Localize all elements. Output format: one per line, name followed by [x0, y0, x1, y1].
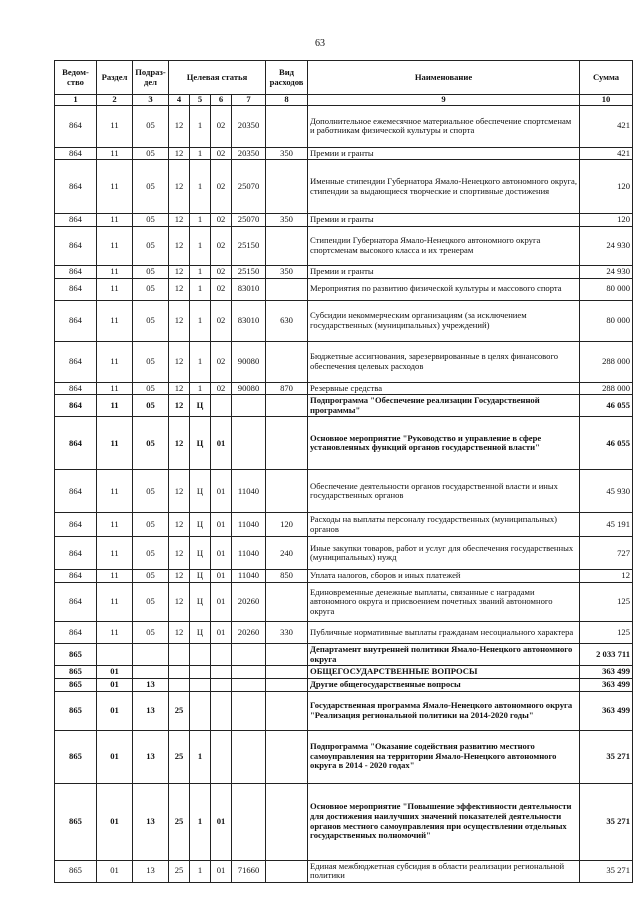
cell-name: Именные стипендии Губернатора Ямало-Ненецкого автономного округа, стипендии за выдающиеся творческие и спортивные достижения [308, 160, 580, 214]
budget-table [54, 60, 633, 883]
cell-name: Основное мероприятие "Руководство и управление в сфере установленных функций органов государственной власти" [308, 417, 580, 470]
cell-summa: 727 [580, 537, 633, 570]
cell-cs3: 01 [211, 860, 232, 882]
cell-cs4: 11040 [232, 470, 266, 513]
table-row [55, 105, 633, 147]
cell-cs1: 12 [169, 278, 190, 300]
table-row [55, 147, 633, 160]
cell-summa: 288 000 [580, 341, 633, 382]
cell-name: Основное мероприятие "Повышение эффективности деятельности для достижения наилучших значений показателей деятельности органов местного самоуправления при осуществлении отдельных государственных полномочий" [308, 783, 580, 860]
cell-cs4: 11040 [232, 513, 266, 537]
cell-summa: 120 [580, 160, 633, 214]
cell-cs3: 01 [211, 583, 232, 622]
cell-name: Уплата налогов, сборов и иных платежей [308, 570, 580, 583]
table-row [55, 417, 633, 470]
cell-cs4 [232, 395, 266, 417]
cell-ved: 864 [55, 147, 97, 160]
cell-cs1: 12 [169, 570, 190, 583]
cell-cs2: 1 [190, 382, 211, 395]
cell-cs2 [190, 678, 211, 691]
cell-cs2: 1 [190, 160, 211, 214]
cell-razdel [97, 644, 133, 666]
cell-cs1: 12 [169, 160, 190, 214]
cell-podrazdel: 05 [133, 214, 169, 227]
cell-razdel: 11 [97, 395, 133, 417]
cell-podrazdel: 05 [133, 395, 169, 417]
cell-cs4: 20260 [232, 583, 266, 622]
cell-cs1: 12 [169, 265, 190, 278]
cell-cs1: 12 [169, 341, 190, 382]
cell-cs3: 02 [211, 382, 232, 395]
cell-ved: 864 [55, 278, 97, 300]
cell-razdel: 01 [97, 666, 133, 679]
cell-summa: 35 271 [580, 730, 633, 783]
cell-cs2: 1 [190, 105, 211, 147]
cell-ved: 864 [55, 395, 97, 417]
cell-razdel: 11 [97, 300, 133, 341]
cell-ved: 865 [55, 691, 97, 730]
cell-podrazdel: 05 [133, 622, 169, 644]
cell-cs3: 02 [211, 278, 232, 300]
cell-podrazdel: 13 [133, 678, 169, 691]
cell-cs1: 12 [169, 470, 190, 513]
table-row [55, 341, 633, 382]
cell-podrazdel: 05 [133, 160, 169, 214]
cell-name: Единовременные денежные выплаты, связанные с наградами автономного округа и присвоением почетных званий автономного округа [308, 583, 580, 622]
cell-vid: 870 [266, 382, 308, 395]
cell-name: ОБЩЕГОСУДАРСТВЕННЫЕ ВОПРОСЫ [308, 666, 580, 679]
cell-summa: 46 055 [580, 395, 633, 417]
cell-cs3: 02 [211, 226, 232, 265]
cell-cs2: 1 [190, 147, 211, 160]
col-num: 9 [308, 95, 580, 106]
cell-cs2: 1 [190, 226, 211, 265]
cell-cs2 [190, 644, 211, 666]
cell-razdel: 11 [97, 583, 133, 622]
cell-name: Государственная программа Ямало-Ненецкого автономного округа "Реализация региональной политики на 2014-2020 годы" [308, 691, 580, 730]
cell-podrazdel [133, 666, 169, 679]
cell-cs4: 20260 [232, 622, 266, 644]
cell-cs1: 25 [169, 691, 190, 730]
table-row [55, 783, 633, 860]
header-razdel: Раздел [97, 61, 133, 95]
cell-podrazdel: 13 [133, 860, 169, 882]
table-row [55, 730, 633, 783]
cell-summa: 80 000 [580, 300, 633, 341]
cell-cs2: 1 [190, 783, 211, 860]
cell-podrazdel: 05 [133, 470, 169, 513]
cell-name: Подпрограмма "Обеспечение реализации Государственной программы" [308, 395, 580, 417]
cell-ved: 864 [55, 570, 97, 583]
cell-vid [266, 678, 308, 691]
cell-vid: 350 [266, 265, 308, 278]
cell-cs4: 11040 [232, 537, 266, 570]
cell-name: Обеспечение деятельности органов государственной власти и иных государственных органов [308, 470, 580, 513]
table-row [55, 214, 633, 227]
cell-cs4 [232, 644, 266, 666]
cell-cs4: 83010 [232, 300, 266, 341]
table-row [55, 513, 633, 537]
cell-podrazdel: 05 [133, 382, 169, 395]
cell-vid [266, 341, 308, 382]
cell-cs2: Ц [190, 513, 211, 537]
cell-vid: 120 [266, 513, 308, 537]
cell-cs3 [211, 666, 232, 679]
cell-cs1: 12 [169, 583, 190, 622]
cell-razdel: 11 [97, 341, 133, 382]
cell-cs2: 1 [190, 214, 211, 227]
cell-vid: 850 [266, 570, 308, 583]
cell-vid [266, 730, 308, 783]
cell-vid: 350 [266, 147, 308, 160]
cell-cs4 [232, 417, 266, 470]
cell-cs3: 01 [211, 537, 232, 570]
cell-summa: 120 [580, 214, 633, 227]
cell-cs1: 25 [169, 730, 190, 783]
cell-razdel: 11 [97, 470, 133, 513]
cell-cs4 [232, 783, 266, 860]
cell-razdel: 01 [97, 860, 133, 882]
cell-ved: 865 [55, 666, 97, 679]
cell-cs1: 12 [169, 226, 190, 265]
cell-summa: 363 499 [580, 678, 633, 691]
cell-cs2: Ц [190, 417, 211, 470]
table-row [55, 160, 633, 214]
cell-ved: 865 [55, 644, 97, 666]
cell-cs2: 1 [190, 265, 211, 278]
cell-cs4: 90080 [232, 341, 266, 382]
cell-cs3: 02 [211, 265, 232, 278]
cell-cs3: 01 [211, 570, 232, 583]
cell-ved: 864 [55, 226, 97, 265]
cell-vid [266, 666, 308, 679]
cell-cs2: Ц [190, 537, 211, 570]
column-number-row [55, 95, 633, 106]
cell-cs4 [232, 666, 266, 679]
table-row [55, 470, 633, 513]
header-name: Наименование [308, 61, 580, 95]
cell-razdel: 01 [97, 678, 133, 691]
cell-cs4 [232, 678, 266, 691]
cell-razdel: 01 [97, 783, 133, 860]
cell-name: Премии и гранты [308, 265, 580, 278]
cell-summa: 2 033 711 [580, 644, 633, 666]
cell-cs2: Ц [190, 470, 211, 513]
table-row [55, 583, 633, 622]
cell-cs4: 25070 [232, 160, 266, 214]
cell-summa: 24 930 [580, 265, 633, 278]
cell-cs2: 1 [190, 860, 211, 882]
cell-cs3 [211, 395, 232, 417]
table-row [55, 666, 633, 679]
cell-razdel: 11 [97, 160, 133, 214]
cell-summa: 125 [580, 622, 633, 644]
cell-ved: 864 [55, 300, 97, 341]
cell-cs3: 02 [211, 341, 232, 382]
cell-name: Иные закупки товаров, работ и услуг для обеспечения государственных (муниципальных) нужд [308, 537, 580, 570]
cell-name: Подпрограмма "Оказание содействия развитию местного самоуправления на территории Ямало-Ненецкого автономного округа в 2014 - 2020 годах" [308, 730, 580, 783]
cell-cs4: 90080 [232, 382, 266, 395]
cell-podrazdel: 05 [133, 278, 169, 300]
cell-razdel: 11 [97, 513, 133, 537]
cell-cs1 [169, 644, 190, 666]
cell-podrazdel: 13 [133, 783, 169, 860]
cell-ved: 864 [55, 214, 97, 227]
header-vid: Вид расходов [266, 61, 308, 95]
cell-name: Дополнительное ежемесячное материальное обеспечение спортсменам и работникам физической культуры и спорта [308, 105, 580, 147]
cell-cs2: 1 [190, 341, 211, 382]
cell-name: Мероприятия по развитию физической культуры и массового спорта [308, 278, 580, 300]
cell-cs3: 02 [211, 160, 232, 214]
cell-cs3: 02 [211, 214, 232, 227]
cell-cs1 [169, 678, 190, 691]
table-row [55, 860, 633, 882]
cell-name: Стипендии Губернатора Ямало-Ненецкого автономного округа спортсменам высокого класса и их тренерам [308, 226, 580, 265]
cell-vid [266, 783, 308, 860]
cell-podrazdel: 05 [133, 147, 169, 160]
cell-name: Другие общегосударственные вопросы [308, 678, 580, 691]
cell-cs4: 25070 [232, 214, 266, 227]
cell-cs1: 12 [169, 395, 190, 417]
cell-ved: 864 [55, 265, 97, 278]
cell-ved: 864 [55, 341, 97, 382]
cell-podrazdel: 05 [133, 265, 169, 278]
cell-ved: 864 [55, 470, 97, 513]
table-row [55, 537, 633, 570]
header-row [55, 61, 633, 95]
cell-razdel: 11 [97, 278, 133, 300]
cell-name: Публичные нормативные выплаты гражданам несоциального характера [308, 622, 580, 644]
cell-podrazdel: 05 [133, 417, 169, 470]
cell-name: Субсидии некоммерческим организациям (за исключением государственных (муниципальных) учреждений) [308, 300, 580, 341]
cell-ved: 864 [55, 537, 97, 570]
cell-ved: 864 [55, 160, 97, 214]
cell-cs1: 12 [169, 537, 190, 570]
cell-cs3: 01 [211, 622, 232, 644]
table-row [55, 382, 633, 395]
cell-summa: 45 191 [580, 513, 633, 537]
cell-vid [266, 395, 308, 417]
cell-razdel: 11 [97, 622, 133, 644]
cell-razdel: 11 [97, 570, 133, 583]
cell-cs2 [190, 666, 211, 679]
cell-cs3: 01 [211, 783, 232, 860]
cell-cs4 [232, 691, 266, 730]
cell-cs1: 25 [169, 783, 190, 860]
cell-cs3: 02 [211, 105, 232, 147]
table-body [55, 105, 633, 882]
cell-summa: 35 271 [580, 783, 633, 860]
cell-cs2: 1 [190, 278, 211, 300]
cell-ved: 864 [55, 513, 97, 537]
cell-summa: 363 499 [580, 666, 633, 679]
cell-name: Резервные средства [308, 382, 580, 395]
cell-podrazdel: 05 [133, 537, 169, 570]
cell-podrazdel: 13 [133, 730, 169, 783]
cell-vid [266, 278, 308, 300]
page-number: 63 [315, 38, 325, 49]
table-row [55, 265, 633, 278]
cell-summa: 288 000 [580, 382, 633, 395]
cell-cs2: Ц [190, 622, 211, 644]
cell-cs2: Ц [190, 395, 211, 417]
table-row [55, 691, 633, 730]
cell-razdel: 11 [97, 537, 133, 570]
cell-cs3 [211, 678, 232, 691]
cell-cs3 [211, 730, 232, 783]
cell-cs2: 1 [190, 300, 211, 341]
cell-cs4: 71660 [232, 860, 266, 882]
cell-razdel: 11 [97, 417, 133, 470]
cell-razdel: 11 [97, 226, 133, 265]
cell-cs1: 12 [169, 513, 190, 537]
cell-ved: 864 [55, 417, 97, 470]
cell-cs3: 01 [211, 470, 232, 513]
cell-cs1: 12 [169, 105, 190, 147]
cell-name: Единая межбюджетная субсидия в области реализации региональной политики [308, 860, 580, 882]
cell-cs2: Ц [190, 583, 211, 622]
cell-razdel: 11 [97, 382, 133, 395]
table-row [55, 395, 633, 417]
cell-razdel: 01 [97, 730, 133, 783]
col-num: 7 [232, 95, 266, 106]
cell-cs4: 20350 [232, 147, 266, 160]
col-num: 4 [169, 95, 190, 106]
cell-cs2: 1 [190, 730, 211, 783]
cell-podrazdel: 05 [133, 583, 169, 622]
cell-podrazdel: 13 [133, 691, 169, 730]
cell-cs3: 02 [211, 147, 232, 160]
cell-summa: 45 930 [580, 470, 633, 513]
cell-razdel: 11 [97, 147, 133, 160]
cell-summa: 24 930 [580, 226, 633, 265]
table-row [55, 570, 633, 583]
col-num: 10 [580, 95, 633, 106]
cell-summa: 35 271 [580, 860, 633, 882]
cell-cs1: 25 [169, 860, 190, 882]
table-row [55, 226, 633, 265]
cell-cs4: 20350 [232, 105, 266, 147]
cell-name: Премии и гранты [308, 214, 580, 227]
col-num: 6 [211, 95, 232, 106]
cell-razdel: 11 [97, 105, 133, 147]
cell-vid [266, 860, 308, 882]
cell-cs2 [190, 691, 211, 730]
cell-name: Бюджетные ассигнования, зарезервированные в целях финансового обеспечения целевых расходов [308, 341, 580, 382]
cell-vid [266, 470, 308, 513]
cell-podrazdel: 05 [133, 341, 169, 382]
table-row [55, 678, 633, 691]
cell-summa: 421 [580, 147, 633, 160]
cell-cs3: 02 [211, 300, 232, 341]
cell-cs3: 01 [211, 417, 232, 470]
col-num: 2 [97, 95, 133, 106]
cell-cs1: 12 [169, 622, 190, 644]
cell-cs1: 12 [169, 417, 190, 470]
cell-vid: 350 [266, 214, 308, 227]
cell-summa: 46 055 [580, 417, 633, 470]
cell-podrazdel: 05 [133, 513, 169, 537]
cell-vid: 240 [266, 537, 308, 570]
cell-ved: 865 [55, 860, 97, 882]
cell-cs4: 11040 [232, 570, 266, 583]
cell-ved: 864 [55, 583, 97, 622]
cell-cs1: 12 [169, 147, 190, 160]
cell-cs4 [232, 730, 266, 783]
cell-vid [266, 226, 308, 265]
col-num: 1 [55, 95, 97, 106]
cell-vid [266, 417, 308, 470]
header-celevaya: Целевая статья [169, 61, 266, 95]
cell-cs1: 12 [169, 382, 190, 395]
col-num: 5 [190, 95, 211, 106]
cell-cs1: 12 [169, 300, 190, 341]
cell-ved: 865 [55, 678, 97, 691]
cell-cs3 [211, 691, 232, 730]
cell-cs3 [211, 644, 232, 666]
cell-summa: 363 499 [580, 691, 633, 730]
cell-vid [266, 583, 308, 622]
cell-vid [266, 160, 308, 214]
cell-ved: 864 [55, 382, 97, 395]
cell-cs4: 25150 [232, 226, 266, 265]
cell-ved: 864 [55, 622, 97, 644]
cell-razdel: 11 [97, 214, 133, 227]
header-ved: Ведом-ство [55, 61, 97, 95]
cell-ved: 865 [55, 730, 97, 783]
cell-podrazdel [133, 644, 169, 666]
cell-vid [266, 105, 308, 147]
cell-summa: 421 [580, 105, 633, 147]
cell-vid: 630 [266, 300, 308, 341]
cell-podrazdel: 05 [133, 570, 169, 583]
cell-razdel: 11 [97, 265, 133, 278]
cell-ved: 864 [55, 105, 97, 147]
col-num: 8 [266, 95, 308, 106]
cell-cs3: 01 [211, 513, 232, 537]
header-summa: Сумма [580, 61, 633, 95]
cell-cs1 [169, 666, 190, 679]
cell-cs4: 25150 [232, 265, 266, 278]
cell-vid [266, 691, 308, 730]
cell-cs2: Ц [190, 570, 211, 583]
cell-name: Расходы на выплаты персоналу государственных (муниципальных) органов [308, 513, 580, 537]
header-podrazdel: Подраз-дел [133, 61, 169, 95]
cell-summa: 12 [580, 570, 633, 583]
cell-vid [266, 644, 308, 666]
table-row [55, 278, 633, 300]
cell-name: Премии и гранты [308, 147, 580, 160]
cell-cs4: 83010 [232, 278, 266, 300]
cell-summa: 125 [580, 583, 633, 622]
col-num: 3 [133, 95, 169, 106]
cell-ved: 865 [55, 783, 97, 860]
cell-podrazdel: 05 [133, 105, 169, 147]
table-row [55, 622, 633, 644]
cell-summa: 80 000 [580, 278, 633, 300]
cell-vid: 330 [266, 622, 308, 644]
cell-name: Департамент внутренней политики Ямало-Ненецкого автономного округа [308, 644, 580, 666]
cell-podrazdel: 05 [133, 226, 169, 265]
table-row [55, 644, 633, 666]
cell-cs1: 12 [169, 214, 190, 227]
table-row [55, 300, 633, 341]
cell-razdel: 01 [97, 691, 133, 730]
cell-podrazdel: 05 [133, 300, 169, 341]
